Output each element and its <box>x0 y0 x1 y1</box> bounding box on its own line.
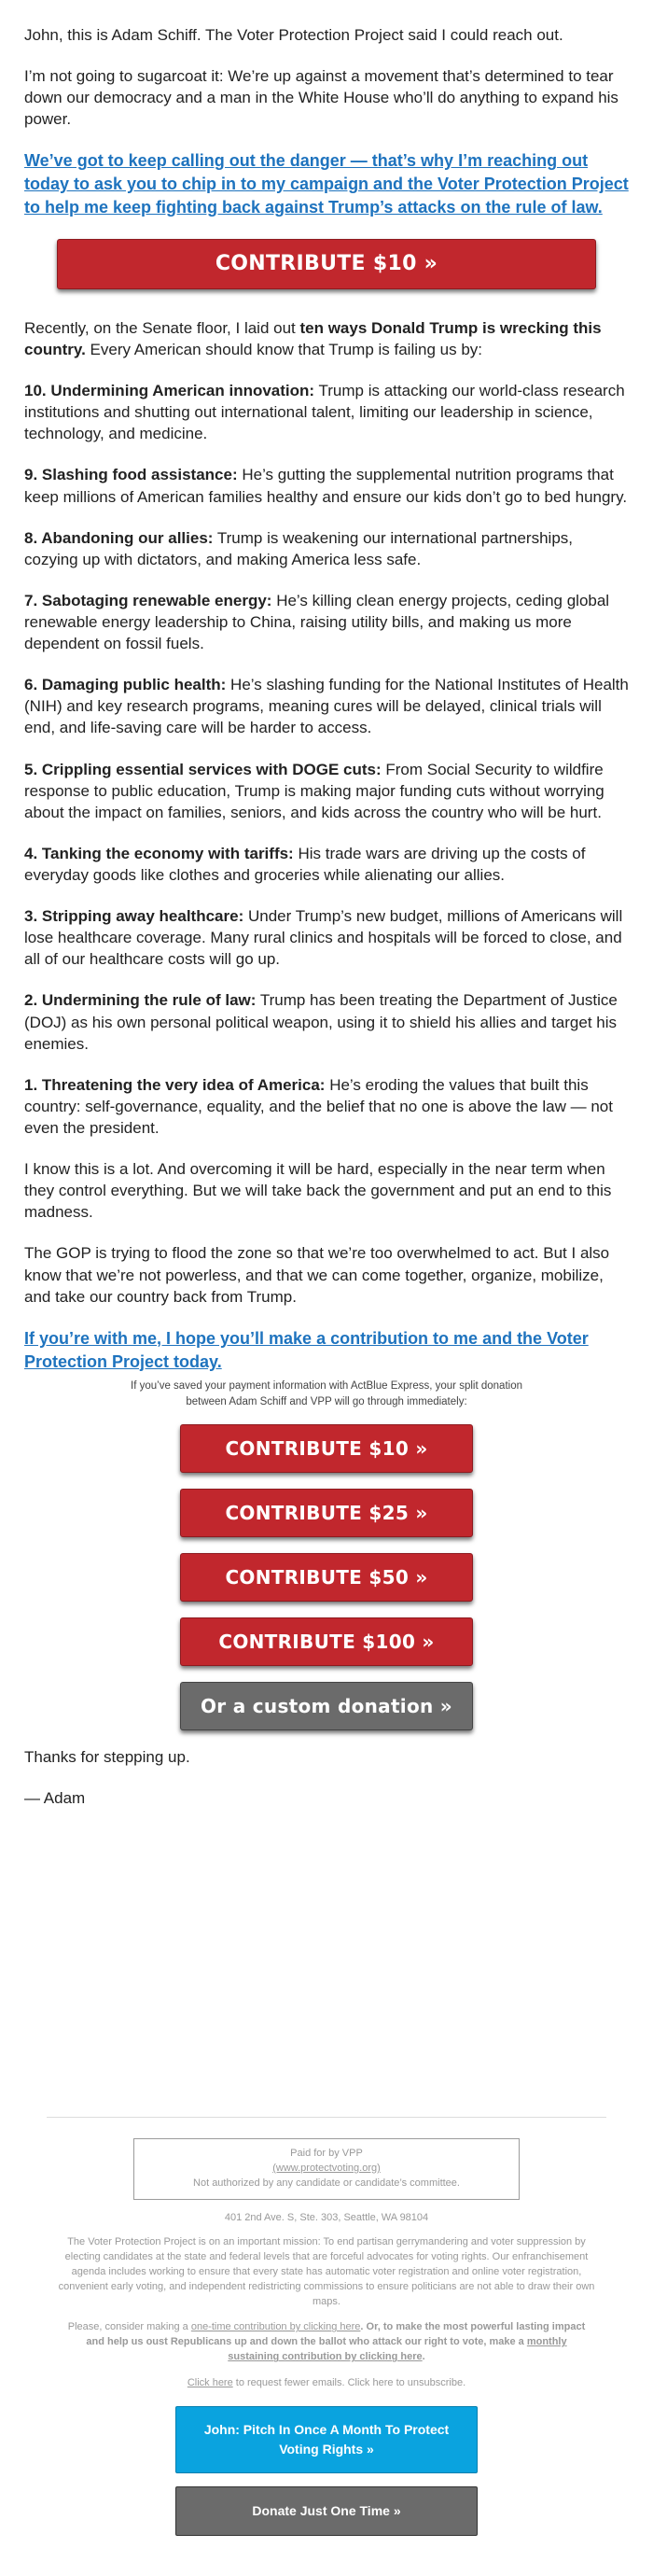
reason-item <box>24 380 629 444</box>
monthly-donation-button[interactable]: John: Pitch In Once A Month To Protect Voting Rights » <box>175 2406 478 2473</box>
vpp-website-link[interactable]: (www.protectvoting.org) <box>272 2162 381 2174</box>
reason-title: 7. Sabotaging renewable energy: <box>24 591 272 609</box>
paid-by-text: Paid for by VPP <box>290 2148 363 2159</box>
mission-text: The Voter Protection Project is on an important mission: To end partisan gerrymandering and voter suppression by electing candidates at the state and federal levels that are forceful advocates for voting rights. Our enfranchisement agenda includes working to ensure that every state has automatic voter registration and online voter registration, convenient early voting, and independent redistricting commissions to ensure politicians are not able to draw their own maps. <box>58 2235 595 2307</box>
unsubscribe-label: to request fewer emails. Click here to unsubscribe. <box>232 2377 466 2389</box>
reason-text: Trump has been treating the Department of Justice (DOJ) as his own personal political weapon, using it to shield his allies and target his enemies. <box>24 991 618 1053</box>
reason-text: He’s killing clean energy projects, ceding global renewable energy leadership to China, raising utility bills, and making us more dependent on fossil fuels. <box>24 591 610 653</box>
contribute-100-button[interactable]: CONTRIBUTE $100 » <box>180 1617 473 1666</box>
unsubscribe-text <box>0 2376 653 2391</box>
reason-title: 8. Abandoning our allies: <box>24 528 214 547</box>
reason-title: 1. Threatening the very idea of America: <box>24 1075 326 1094</box>
reason-text: He’s eroding the values that built this country: self-governance, equality, and the belief that no one is above the law — not even the president. <box>24 1075 613 1137</box>
custom-donation-button[interactable]: Or a custom donation » <box>180 1682 473 1730</box>
reason-text: He’s gutting the supplemental nutrition programs that keep millions of American families healthy and ensure our kids don’t go to bed hungry. <box>24 466 628 506</box>
intro-paragraph: I’m not going to sugarcoat it: We’re up against a movement that’s determined to tear down our democracy and a man in the White House who’ll do anything to expand his power. <box>24 67 618 129</box>
consider-mid: . Or, to make the most powerful lasting impact and help us oust Republicans up and down the ballot who attack our right to vote, make a <box>86 2321 586 2348</box>
reason-item <box>24 590 629 654</box>
one-time-contribution-link[interactable]: one-time contribution by clicking here <box>190 2321 361 2333</box>
lead-text: Recently, on the Senate floor, I laid out <box>24 318 300 337</box>
one-time-donation-button[interactable]: Donate Just One Time » <box>175 2486 478 2536</box>
reason-title: 6. Damaging public health: <box>24 676 227 694</box>
actblue-note: If you’ve saved your payment information with ActBlue Express, your split donation between Adam Schiff and VPP will go through immediately: <box>131 1380 522 1407</box>
reason-title: 9. Slashing food assistance: <box>24 466 238 484</box>
fewer-emails-link[interactable]: Click here <box>187 2377 233 2389</box>
paid-for-box <box>133 2138 520 2200</box>
chip-in-link[interactable]: We’ve got to keep calling out the danger — that’s why I’m reaching out today to ask you to chip in to my campaign and the Voter Protection Project to help me keep fighting back against Trump’s attacks on the rule of law. <box>24 151 629 217</box>
contribute-10-hero-button[interactable]: CONTRIBUTE $10 » <box>57 239 596 289</box>
reason-item <box>24 843 629 886</box>
reason-item <box>24 989 629 1054</box>
disclaimer-text: Not authorized by any candidate or candidate’s committee. <box>193 2177 460 2189</box>
monthly-contribution-link[interactable]: monthly sustaining contribution by clicking here <box>228 2336 567 2363</box>
contribute-25-button[interactable]: CONTRIBUTE $25 » <box>180 1489 473 1537</box>
lead-bold-text: ten ways Donald Trump is wrecking this country. <box>24 318 602 359</box>
intro-paragraph: John, this is Adam Schiff. The Voter Protection Project said I could reach out. <box>24 26 563 44</box>
reason-item <box>24 464 629 507</box>
reason-item <box>24 674 629 738</box>
closing-paragraph: I know this is a lot. And overcoming it will be hard, especially in the near term when they control everything. But we will take back the government and put an end to this madness. <box>24 1160 612 1222</box>
reason-text: He’s slashing funding for the National Institutes of Health (NIH) and key research programs, meaning cures will be delayed, clinical trials will end, and life-saving care will be harder to access. <box>24 676 629 737</box>
reason-text: Trump is weakening our international partnerships, cozying up with dictators, and making America less safe. <box>24 528 573 568</box>
reason-title: 3. Stripping away healthcare: <box>24 907 244 926</box>
reason-item <box>24 1074 629 1139</box>
reason-text: His trade wars are driving up the costs of everyday goods like clothes and groceries while alienating our allies. <box>24 844 586 884</box>
reason-title: 4. Tanking the economy with tariffs: <box>24 844 294 862</box>
contribute-10-button[interactable]: CONTRIBUTE $10 » <box>180 1424 473 1473</box>
reason-text: Trump is attacking our world-class research institutions and shutting out international talent, limiting our leadership in science, technology, and medicine. <box>24 382 625 443</box>
consider-end: . <box>422 2351 425 2363</box>
reason-title: 2. Undermining the rule of law: <box>24 991 257 1010</box>
thanks-text: Thanks for stepping up. <box>24 1747 190 1766</box>
lead-text: Every American should know that Trump is failing us by: <box>85 341 483 359</box>
lead-paragraph <box>24 317 629 360</box>
reasons-list <box>24 380 629 1139</box>
contribution-link[interactable]: If you’re with me, I hope you’ll make a contribution to me and the Voter Protection Project today. <box>24 1328 589 1371</box>
donation-buttons <box>24 1421 629 1730</box>
reason-item <box>24 905 629 970</box>
reason-item <box>24 527 629 570</box>
reason-text: From Social Security to wildfire response to public education, Trump is making major funding cuts without worrying about the impact on families, seniors, and kids across the country who will be hurt. <box>24 760 604 821</box>
consider-pre: Please, consider making a <box>67 2321 191 2333</box>
contribute-50-button[interactable]: CONTRIBUTE $50 » <box>180 1553 473 1602</box>
reason-title: 5. Crippling essential services with DOGE cuts: <box>24 760 382 778</box>
consider-text <box>65 2320 588 2365</box>
reason-item <box>24 759 629 823</box>
address-text: 401 2nd Ave. S, Ste. 303, Seattle, WA 98104 <box>224 2211 429 2223</box>
reason-title: 10. Undermining American innovation: <box>24 382 315 400</box>
closing-paragraph: The GOP is trying to flood the zone so that we’re too overwhelmed to act. But I also know that we’re not powerless, and that we can come together, organize, mobilize, and take our country back from Trump. <box>24 1244 610 1306</box>
reason-text: Under Trump’s new budget, millions of Americans will lose healthcare coverage. Many rural clinics and hospitals will be forced to close, and all of our healthcare costs will go up. <box>24 907 623 969</box>
footer <box>0 2117 653 2536</box>
signature: — Adam <box>24 1788 86 1807</box>
